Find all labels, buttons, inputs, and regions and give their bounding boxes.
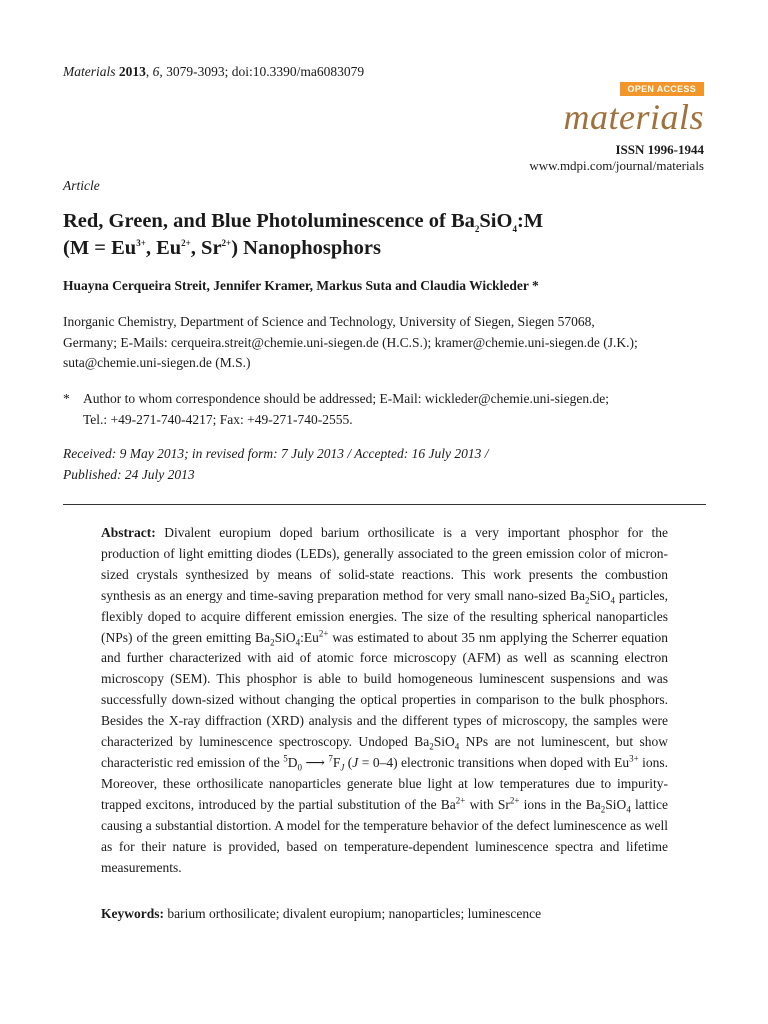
abstract-sup: 2+ [318,628,329,639]
abstract-text: was estimated to about 35 nm applying the Scherrer equation and further characterized with aid of atomic force microscopy (AFM) as well as scanning electron microscopy (SEM). This phosphor is able to build homogeneous luminescent suspensions and was successfully down-sized without changing the optical properties in comparison to the bulk phosphors. Besides the X-ray diffraction (XRD) analysis and the different types of microscopy, the samples were characterized by luminescence spectroscopy. Undoped Ba [101,629,668,750]
abstract-sub: J [340,762,345,773]
abstract-sup: 7 [328,753,333,764]
abstract-sup: 2+ [509,795,520,806]
abstract-text: ( [344,754,353,770]
correspondence-line: Tel.: +49-271-740-4217; Fax: +49-271-740-2555. [83,411,353,427]
citation-pages-doi: , 3079-3093; doi:10.3390/ma6083079 [159,64,365,79]
abstract-sup: 3+ [629,753,639,764]
dates-line: Received: 9 May 2013; in revised form: 7 July 2013 / Accepted: 16 July 2013 / [63,446,489,461]
title-sub: 2 [474,224,480,235]
title-part: , Sr [190,237,222,259]
abstract-text: lattice causing a substantial distortion. A model for the temperature behavior of the defect luminescence as well as for their nature is provided, based on temperature-dependent luminescence spectra and lifetime measurements. [101,796,669,875]
abstract-text: D [287,754,298,770]
dates-line: Published: 24 July 2013 [63,466,195,482]
abstract-sub: 4 [610,595,616,606]
title-part: ) Nanophosphors [231,237,382,259]
abstract-sub: 4 [295,637,301,648]
abstract-sub: 0 [297,762,303,773]
affiliation [63,312,708,374]
abstract-sup: 2+ [455,795,466,806]
title-part: (M = Eu [63,237,137,259]
affiliation-line: suta@chemie.uni-siegen.de (M.S.) [63,355,251,370]
abstract-sub: 2 [600,804,606,815]
abstract-sup: 5 [283,753,288,764]
abstract-italic: J [352,754,359,770]
abstract-text: ions. Moreover, these orthosilicate nanoparticles generate blue light at low temperatures due to impurity-trapped excitons, introduced by the partial substitution of the Ba [101,754,669,812]
keywords [101,906,541,922]
abstract-text: NPs are not luminescent, but show characteristic red emission of the [101,734,668,770]
abstract-text: SiO [605,796,627,812]
affiliation-line: Germany; E-Mails: cerqueira.streit@chemie.uni-siegen.de (H.C.S.); kramer@chemie.uni-siegen.de (J.K.); [63,334,638,350]
abstract-sub: 2 [585,595,590,606]
keywords-text: barium orthosilicate; divalent europium; nanoparticles; luminescence [164,906,542,921]
journal-logo: materials [563,97,704,137]
article-type: Article [63,178,100,193]
author-list: Huayna Cerqueira Streit, Jennifer Kramer, Markus Suta and Claudia Wickleder * [63,278,539,293]
abstract-sub: 2 [429,741,434,752]
abstract-text: SiO [274,629,296,645]
issn: ISSN 1996-1944 [615,142,704,157]
title-part: SiO [479,210,513,232]
abstract-text: SiO [433,734,455,750]
paper-title [63,208,703,262]
title-sup: 2+ [181,238,191,249]
abstract-text: particles, flexibly doped to acquire different emission energies. The size of the resulting spherical nanoparticles (NPs) of the green emitting Ba [101,587,668,645]
abstract-text: ions in the Ba [519,796,601,812]
abstract-text: SiO [589,587,611,603]
abstract-text: Divalent europium doped barium orthosilicate is a very important phosphor for the production of light emitting diodes (LEDs), generally associated to the green emission color of micron-sized crystals synthesized by means of solid-state reactions. This work presents the combustion synthesis as an energy and time-saving preparation method for very small nano-sized Ba [101,525,668,603]
divider [63,504,706,505]
open-access-badge: OPEN ACCESS [620,82,704,96]
keywords-label: Keywords: [101,906,164,921]
title-sup: 2+ [221,238,232,249]
publication-dates [63,444,488,485]
abstract-text: with Sr [465,796,510,812]
citation-year: 2013 [118,64,146,79]
abstract-sub: 2 [270,637,275,648]
journal-short: Materials [63,64,116,79]
affiliation-line: Inorganic Chemistry, Department of Science and Technology, University of Siegen, Siegen 57068, [63,314,595,329]
title-sub: 4 [512,224,517,235]
citation-volume: 6 [152,64,160,79]
correspondence-line: Author to whom correspondence should be addressed; E-Mail: wickleder@chemie.uni-siegen.de; [83,391,610,406]
title-sup: 3+ [136,238,146,249]
abstract-text: = 0–4) electronic transitions when doped with Eu [358,754,630,770]
asterisk-marker: * [63,391,70,406]
title-part: , Eu [145,237,182,259]
correspondence-note [63,389,708,430]
title-part: Red, Green, and Blue Photoluminescence of Ba [63,210,475,232]
abstract-label: Abstract: [101,525,156,540]
abstract [101,523,668,878]
citation-line: Materials 2013, 6, 3079-3093; doi:10.3390/ma6083079 [63,64,365,79]
arrow-symbol: ⟶ [302,754,329,770]
journal-url[interactable]: www.mdpi.com/journal/materials [529,158,704,173]
abstract-text: F [332,754,341,770]
abstract-text: :Eu [300,629,319,645]
abstract-sub: 4 [454,741,460,752]
title-part: :M [516,210,544,232]
abstract-sub: 4 [626,804,631,815]
